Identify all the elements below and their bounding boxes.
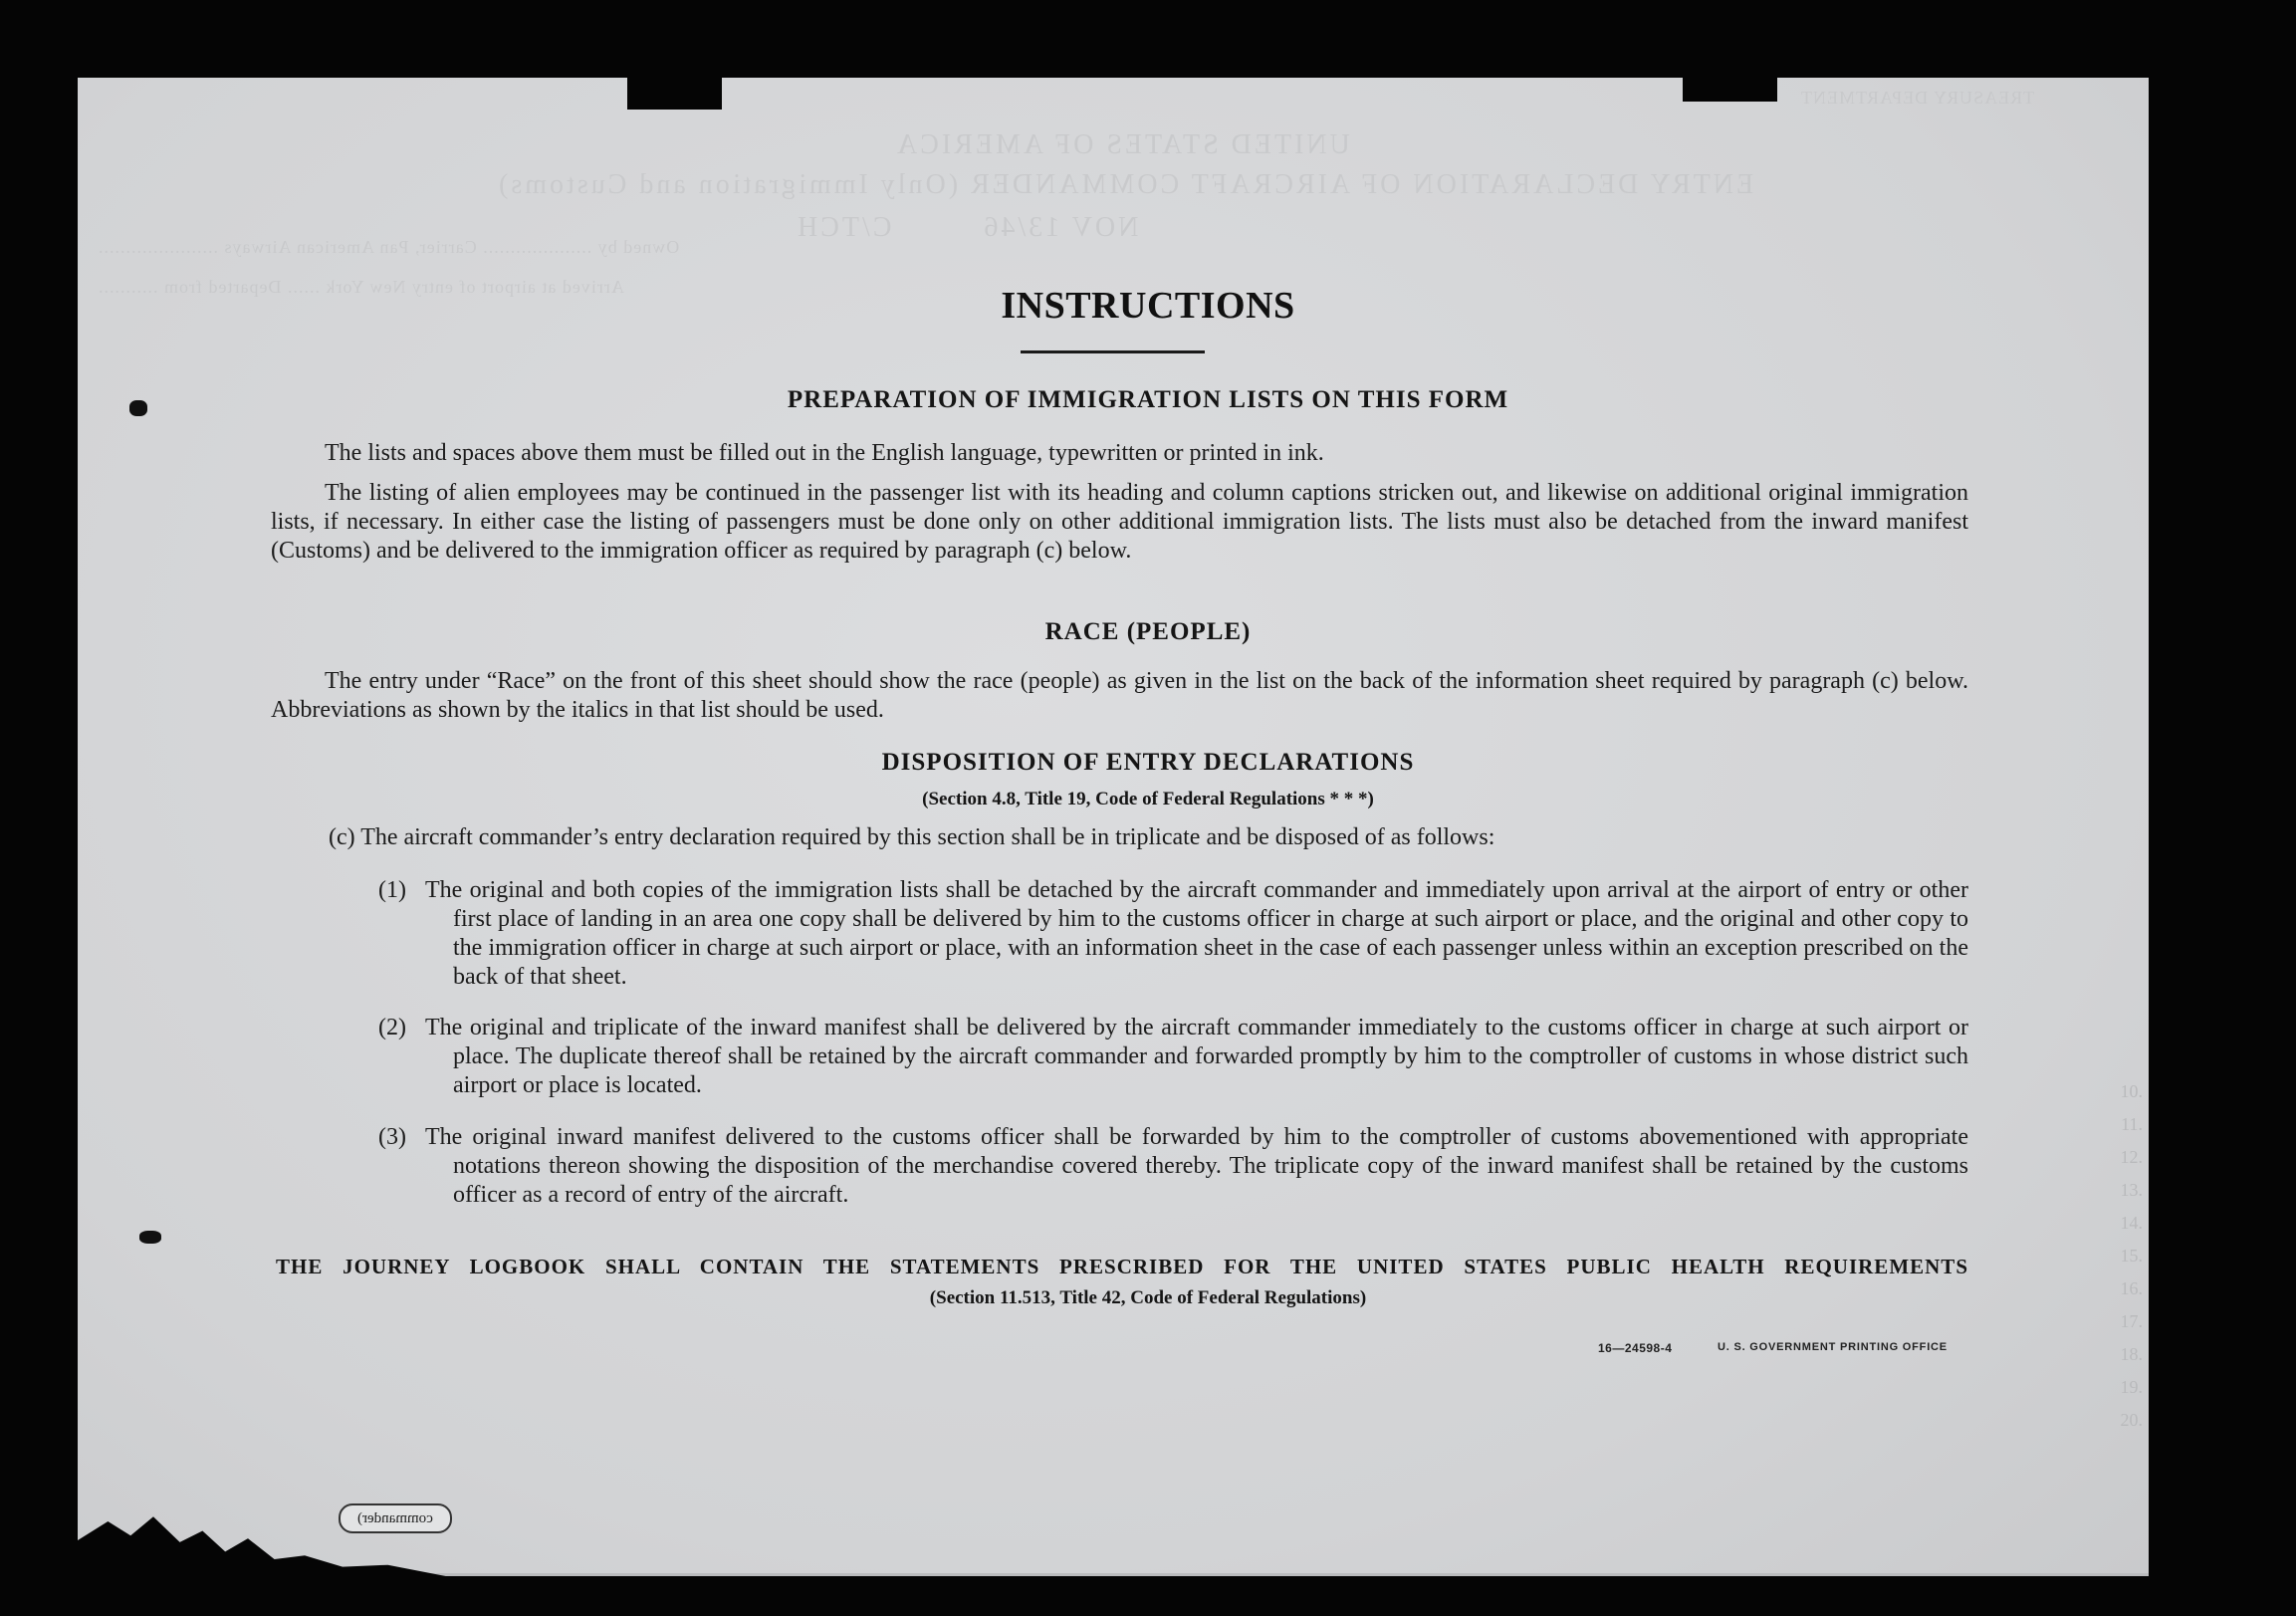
paragraph-race: The entry under “Race” on the front of this sheet should show the race (people) as given in the list on the back of the information sheet required by paragraph (c) below. Abbreviations as shown by the italics in that list should be used.	[271, 668, 1968, 723]
list-item-number: (1)	[378, 877, 406, 903]
section-heading-race: RACE (PEOPLE)	[1044, 618, 1252, 645]
stub-label: commander)	[339, 1503, 452, 1533]
list-item-number: (2)	[378, 1015, 406, 1040]
bleed-through-text: UNITED STATES OF AMERICA	[894, 129, 1350, 160]
form-code: 16—24598‑4	[1598, 1341, 1673, 1355]
bleed-through-text: ENTRY DECLARATION OF AIRCRAFT COMMANDER (Only Immigration and Customs)	[496, 169, 1754, 200]
list-item-text: The original inward manifest delivered to the customs officer shall be forwarded by him to the comptroller of customs abovementioned with appropriate notations thereon showing the disposition of the merchandise covered thereby. The triplicate copy of the inward manifest shall be retained by the customs officer as a record of entry of the aircraft.	[425, 1124, 1968, 1208]
title-underline	[1021, 350, 1205, 353]
bleed-through-text: Arrived at airport of entry New York ...... Departed from ...........	[98, 277, 624, 297]
printer-imprint: U. S. GOVERNMENT PRINTING OFFICE	[1718, 1341, 1948, 1353]
scan-tab	[1683, 70, 1777, 102]
list-item-number: (3)	[378, 1124, 406, 1150]
bleed-through-text: TREASURY DEPARTMENT	[1800, 88, 2035, 108]
citation-disposition: (Section 4.8, Title 19, Code of Federal Regulations * * *)	[922, 789, 1374, 809]
health-requirement-statement: THE JOURNEY LOGBOOK SHALL CONTAIN THE STATEMENTS PRESCRIBED FOR THE UNITED STATES PUBLIC HEALTH REQUIREMENTS	[276, 1255, 1968, 1278]
bleed-margin-numbers: 10. 11. 12. 13. 14. 15. 16. 17. 18. 19. 20.	[2120, 1081, 2143, 1430]
page-title: INSTRUCTIONS	[1001, 285, 1295, 327]
list-item	[378, 1014, 1968, 1100]
punch-hole	[139, 1231, 161, 1244]
bleed-through-text: Owned by .................... Carrier, Pan American Airways ......................	[98, 237, 680, 257]
section-heading-preparation: PREPARATION OF IMMIGRATION LISTS ON THIS FORM	[787, 386, 1509, 413]
scan-tab	[627, 70, 722, 110]
list-item	[378, 1123, 1968, 1210]
paragraph-disposition-intro: (c) The aircraft commander’s entry declaration required by this section shall be in triplicate and be disposed of as follows:	[329, 824, 1495, 850]
paragraph-preparation-1: The lists and spaces above them must be filled out in the English language, typewritten or printed in ink.	[325, 440, 1324, 466]
list-item-text: The original and both copies of the immigration lists shall be detached by the aircraft commander and immediately upon arrival at the airport of entry or other first place of landing in an area one copy shall be delivered by him to the customs officer in charge at such airport or place, and the original and other copy to the immigration officer in charge at such airport or place, with an information sheet in the case of each passenger unless within an exception prescribed on the back of that sheet.	[425, 877, 1968, 990]
section-heading-disposition: DISPOSITION OF ENTRY DECLARATIONS	[881, 749, 1415, 776]
bleed-through-text: NOV 13/46 C/TCH	[795, 212, 1139, 243]
paragraph-preparation-2: The listing of alien employees may be continued in the passenger list with its heading and column captions stricken out, and likewise on additional original immigration lists, if necessary. In either case the listing of passengers must be done only on other additional immigration lists. The lists must also be detached from the inward manifest (Customs) and be delivered to the immigration officer as required by paragraph (c) below.	[271, 480, 1968, 564]
list-item	[378, 876, 1968, 992]
list-item-text: The original and triplicate of the inward manifest shall be delivered by the aircraft commander immediately to the customs officer in charge at such airport or place. The duplicate thereof shall be retained by the aircraft commander and forwarded promptly by him to the comptroller of customs in whose district such airport or place is located.	[425, 1015, 1968, 1098]
citation-health: (Section 11.513, Title 42, Code of Federal Regulations)	[929, 1287, 1367, 1308]
